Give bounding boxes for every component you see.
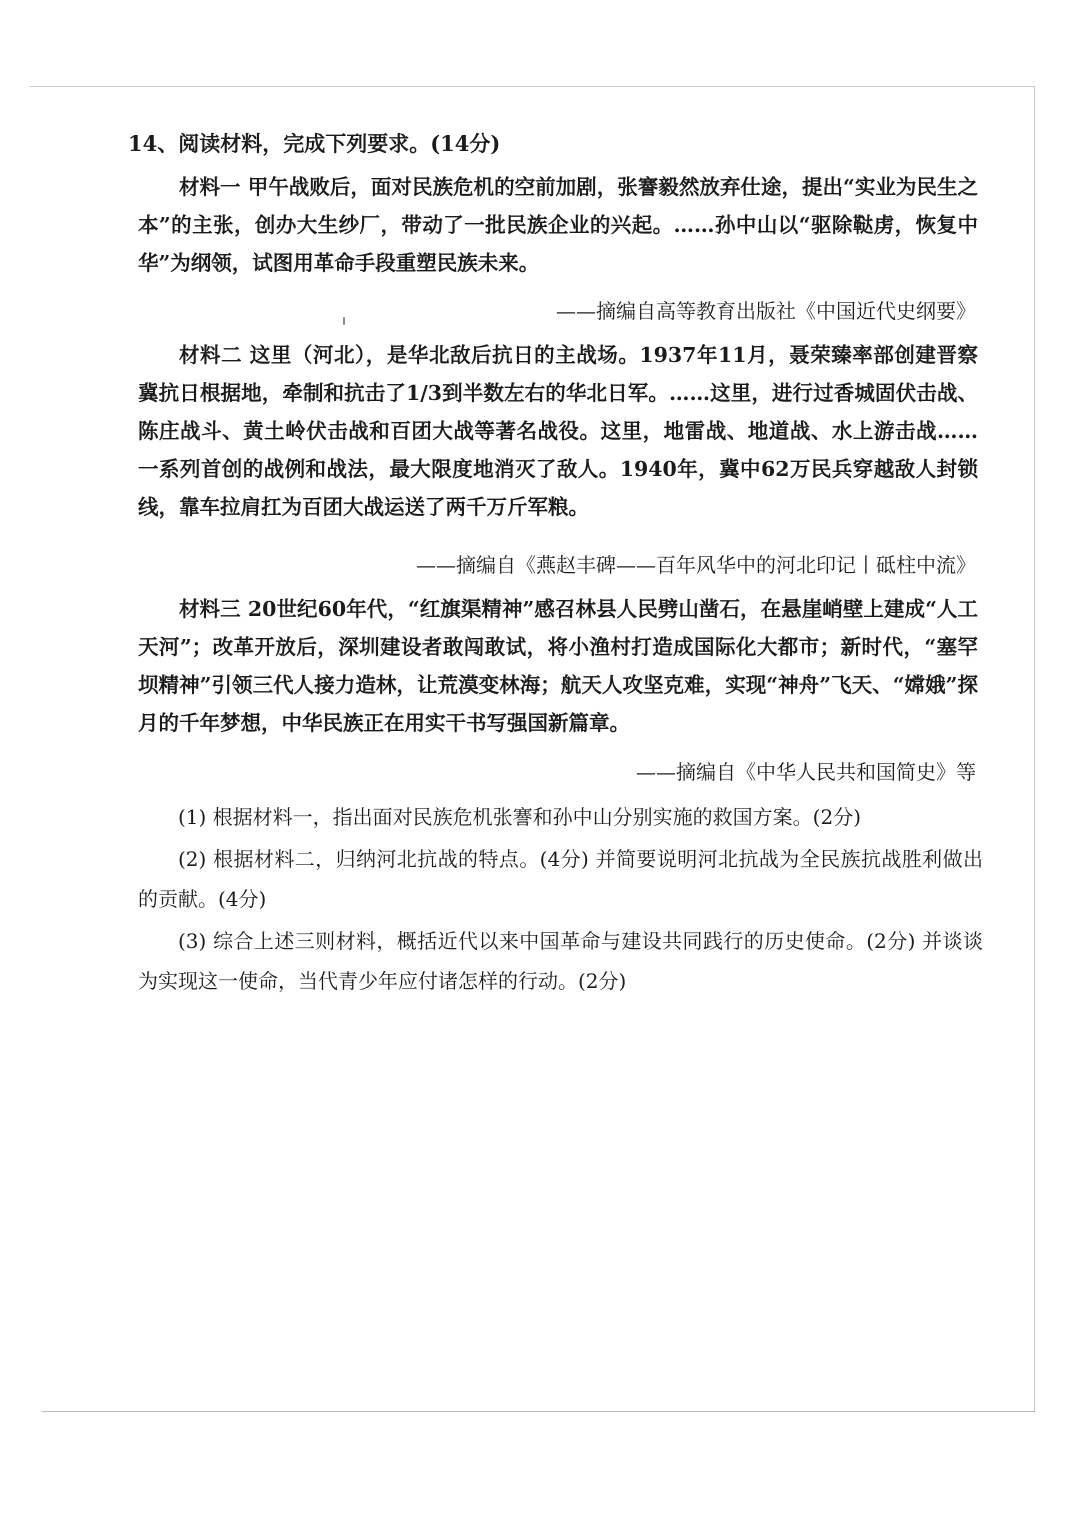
- sub-question-2: (2) 根据材料二，归纳河北抗战的特点。(4分) 并简要说明河北抗战为全民族抗战胜利做出的贡献。(4分): [138, 847, 983, 911]
- scan-edge-right: [1034, 86, 1035, 1411]
- material-two-text: 材料二 这里（河北），是华北敌后抗日的主战场。1937年11月，聂荣臻率部创建晋察冀抗日根据地，牵制和抗击了1/3到半数左右的华北日军。……这里，进行过香城固伏击战、陈庄战斗、黄土岭伏击战和百团大战等著名战役。这里，地雷战、地道战、水上游击战……一系列首创的战例和战法，最大限度地消灭了敌人。1940年，冀中62万民兵穿越敌人封锁线，靠车拉肩扛为百团大战运送了两千万斤军粮。: [138, 343, 978, 519]
- question-title: 14、阅读材料，完成下列要求。(14分): [128, 131, 501, 156]
- scan-edge-top: [30, 86, 1035, 87]
- sub-question-3: (3) 综合上述三则材料，概括近代以来中国革命与建设共同践行的历史使命。(2分) 并谈谈为实现这一使命，当代青少年应付诸怎样的行动。(2分): [138, 929, 983, 993]
- material-one-text: 材料一 甲午战败后，面对民族危机的空前加剧，张謇毅然放弃仕途，提出“实业为民生之本”的主张，创办大生纱厂，带动了一批民族企业的兴起。……孙中山以“驱除鞑虏，恢复中华”为纲领，试图用革命手段重塑民族未来。: [138, 175, 978, 275]
- material-three-text: 材料三 20世纪60年代，“红旗渠精神”感召林县人民劈山凿石，在悬崖峭壁上建成“人工天河”；改革开放后，深圳建设者敢闯敢试，将小渔村打造成国际化大都市；新时代，“塞罕坝精神”引领三代人接力造林，让荒漠变林海；航天人攻坚克难，实现“神舟”飞天、“嫦娥”探月的千年梦想，中华民族正在用实干书写强国新篇章。: [138, 597, 978, 735]
- material-three-source: ——摘编自《中华人民共和国简史》等: [636, 760, 976, 784]
- material-one-source: ——摘编自高等教育出版社《中国近代史纲要》: [556, 299, 976, 323]
- scan-edge-bottom: [42, 1411, 1035, 1412]
- material-two-source: ——摘编自《燕赵丰碑——百年风华中的河北印记丨砥柱中流》: [416, 553, 976, 577]
- sub-question-1: (1) 根据材料一，指出面对民族危机张謇和孙中山分别实施的救国方案。(2分): [178, 805, 862, 829]
- scan-speck: [343, 317, 345, 325]
